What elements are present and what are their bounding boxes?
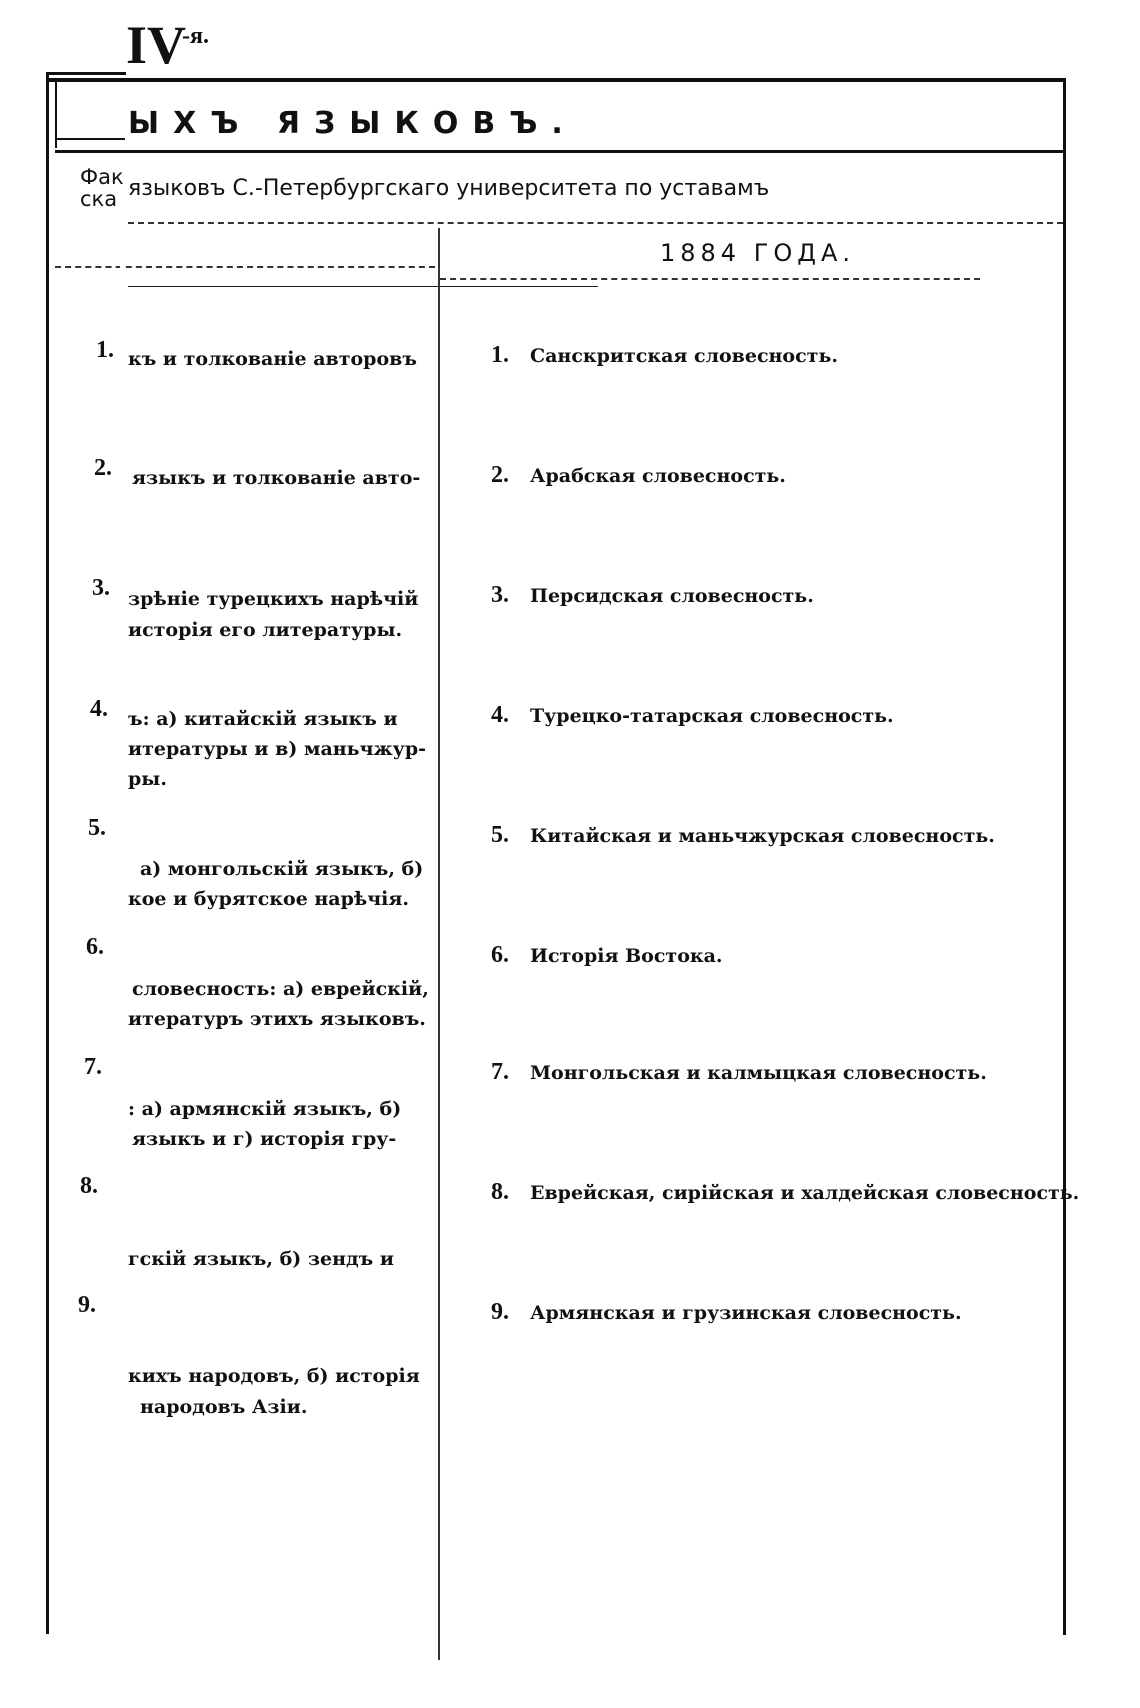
page-number: IV xyxy=(126,15,187,75)
left-item-line: исторія его литературы. xyxy=(128,619,403,641)
column-header-rule-2 xyxy=(128,286,598,287)
right-item-text: Еврейская, сирійская и халдейская словесность. xyxy=(530,1182,1080,1204)
right-item-text: Китайская и маньчжурская словесность. xyxy=(530,825,995,847)
faculty-fragment-line-2: ска xyxy=(80,187,118,210)
left-item-line: а) монгольскій языкъ, б) xyxy=(140,858,424,880)
right-item-text: Турецко-татарская словесность. xyxy=(530,705,894,727)
right-item-number: 5. xyxy=(491,822,509,848)
left-item-line: къ и толкованіе авторовъ xyxy=(128,348,417,370)
year-label: 1884 ГОДА. xyxy=(660,239,856,267)
left-item-number: 9. xyxy=(78,1292,96,1318)
left-item-number: 5. xyxy=(88,815,106,841)
right-item-number: 9. xyxy=(491,1299,509,1325)
left-item-number: 2. xyxy=(94,455,112,481)
right-item-number: 6. xyxy=(491,942,509,968)
column-divider xyxy=(438,228,440,1660)
right-item-number: 4. xyxy=(491,702,509,728)
faculty-fragment-line-1: Фак xyxy=(80,166,124,189)
right-item-text: Исторія Востока. xyxy=(530,945,723,967)
right-item-number: 2. xyxy=(491,462,509,488)
page-number-suffix: -я. xyxy=(182,23,209,49)
left-item-line: языкъ и г) исторія гру- xyxy=(132,1128,397,1150)
right-item-number: 7. xyxy=(491,1059,509,1085)
subtitle-rule xyxy=(128,222,1063,224)
faculty-fragment xyxy=(80,166,130,210)
left-item-line: итературъ этихъ языковъ. xyxy=(128,1008,426,1030)
left-item-number: 1. xyxy=(96,337,114,363)
right-item-number: 8. xyxy=(491,1179,509,1205)
frame-top-border-left-tab xyxy=(46,72,126,75)
left-item-number: 6. xyxy=(86,934,104,960)
left-item-line: кое и бурятское нарѣчія. xyxy=(128,888,410,910)
left-item-number: 8. xyxy=(80,1173,98,1199)
frame-left-border xyxy=(46,74,49,1634)
frame-top-border xyxy=(46,78,1066,82)
right-item-text: Арабская словесность. xyxy=(530,465,786,487)
left-gap-strip xyxy=(120,226,126,1646)
left-item-line: народовъ Азіи. xyxy=(140,1396,308,1418)
right-item-number: 3. xyxy=(491,582,509,608)
left-item-line: гскій языкъ, б) зендъ и xyxy=(128,1248,394,1270)
left-item-line: зрѣніе турецкихъ нарѣчій xyxy=(128,588,419,610)
right-item-text: Персидская словесность. xyxy=(530,585,814,607)
left-item-line: ъ: а) китайскій языкъ и xyxy=(128,708,398,730)
title-left-tab xyxy=(55,138,125,140)
right-item-text: Армянская и грузинская словесность. xyxy=(530,1302,962,1324)
left-item-line: кихъ народовъ, б) исторія xyxy=(128,1365,420,1387)
left-item-number: 7. xyxy=(84,1054,102,1080)
frame-right-border xyxy=(1063,80,1066,1635)
right-item-text: Санскритская словесность. xyxy=(530,345,838,367)
left-item-line: ры. xyxy=(128,768,167,790)
column-header-rule-left xyxy=(55,266,435,268)
left-item-number: 4. xyxy=(90,696,108,722)
section-title: ЫХЪ ЯЗЫКОВЪ. xyxy=(128,106,577,141)
left-item-line: итературы и в) маньчжур- xyxy=(128,738,426,760)
right-item-number: 1. xyxy=(491,342,509,368)
left-item-line: : а) армянскій языкъ, б) xyxy=(128,1098,402,1120)
left-item-line: языкъ и толкованіе авто- xyxy=(132,467,421,489)
right-item-text: Монгольская и калмыцкая словесность. xyxy=(530,1062,987,1084)
left-item-number: 3. xyxy=(92,575,110,601)
column-header-rule-right xyxy=(440,278,980,280)
left-item-line: словесность: а) еврейскій, xyxy=(132,978,429,1000)
title-underline xyxy=(55,150,1065,153)
subtitle: языковъ С.-Петербургскаго университета по уставамъ xyxy=(128,176,770,201)
